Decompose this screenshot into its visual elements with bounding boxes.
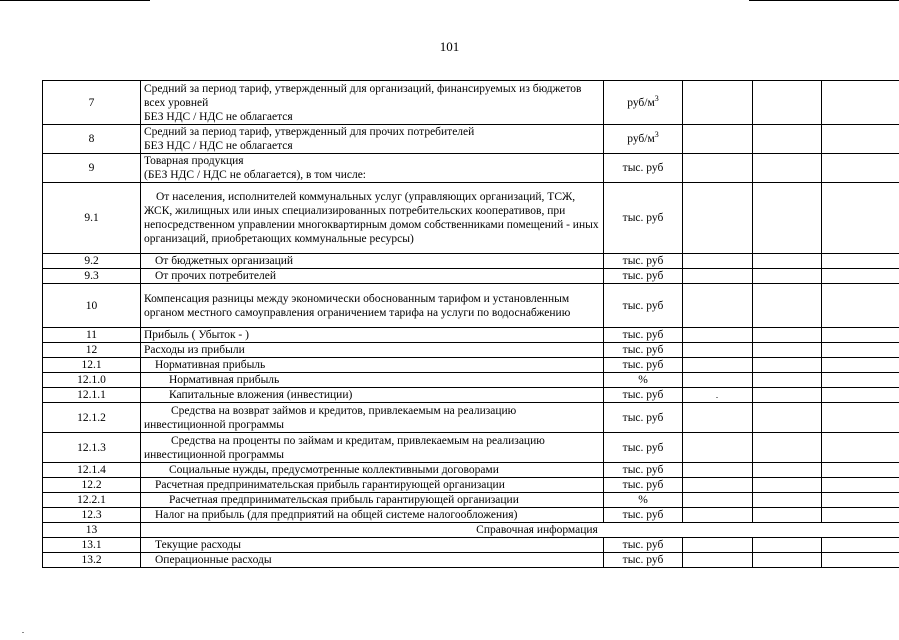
unit-base: руб/м xyxy=(627,133,655,145)
row-unit: тыс. руб xyxy=(604,403,683,433)
unit-exponent: 3 xyxy=(654,93,659,103)
value-cell xyxy=(822,343,899,358)
value-cell xyxy=(753,125,822,154)
table-row xyxy=(43,125,899,154)
row-name: Средства на возврат займов и кредитов, привлекаемым на реализацию инвестиционной программы xyxy=(141,403,604,433)
value-cell xyxy=(822,125,899,154)
row-unit: тыс. руб xyxy=(604,478,683,493)
value-cell xyxy=(753,433,822,463)
row-number: 12.1.2 xyxy=(43,403,141,433)
row-name: От населения, исполнителей коммунальных услуг (управляющих организаций, ТСЖ, ЖСК, жилищных или иных специализированных потребительских кооперативов, при непосредственном управлении многоквартирным домом собственниками помещений - иных организаций, приобретающих коммунальные ресурсы) xyxy=(141,183,604,254)
value-cell xyxy=(822,254,899,269)
row-name: Средний за период тариф, утвержденный для прочих потребителей БЕЗ НДС / НДС не облагается xyxy=(141,125,604,154)
row-number: 12.2.1 xyxy=(43,493,141,508)
row-number: 13 xyxy=(43,523,141,538)
page-number: 101 xyxy=(439,39,460,54)
value-cell xyxy=(753,254,822,269)
value-cell xyxy=(683,269,753,284)
table-row xyxy=(43,553,899,568)
row-unit: тыс. руб xyxy=(604,154,683,183)
value-cell xyxy=(822,403,899,433)
row-name: Средний за период тариф, утвержденный для организаций, финансируемых из бюджетов всех уровней БЕЗ НДС / НДС не облагается xyxy=(141,81,604,125)
row-unit xyxy=(604,81,683,125)
row-number: 9 xyxy=(43,154,141,183)
row-name: Прибыль ( Убыток - ) xyxy=(141,328,604,343)
row-unit: тыс. руб xyxy=(604,358,683,373)
scan-speck xyxy=(22,632,24,633)
row-name: Нормативная прибыль xyxy=(141,358,604,373)
value-cell xyxy=(753,463,822,478)
row-number: 11 xyxy=(43,328,141,343)
table-row xyxy=(43,154,899,183)
row-name: Компенсация разницы между экономически обоснованным тарифом и установленным органом местного самоуправления ограничением тарифа на услуги по водоснабжению xyxy=(141,284,604,328)
table-row xyxy=(43,538,899,553)
row-unit: тыс. руб xyxy=(604,328,683,343)
row-name: Средства на проценты по займам и кредитам, привлекаемым на реализацию инвестиционной программы xyxy=(141,433,604,463)
row-name: Нормативная прибыль xyxy=(141,373,604,388)
row-unit: тыс. руб xyxy=(604,388,683,403)
value-cell xyxy=(753,493,822,508)
value-cell xyxy=(822,508,899,523)
value-cell xyxy=(683,478,753,493)
value-cell xyxy=(822,478,899,493)
row-number: 12.1.0 xyxy=(43,373,141,388)
value-cell xyxy=(683,183,753,254)
row-name: Расчетная предпринимательская прибыль гарантирующей организации xyxy=(141,493,604,508)
value-cell xyxy=(822,284,899,328)
row-unit: % xyxy=(604,493,683,508)
value-cell xyxy=(683,343,753,358)
value-cell xyxy=(753,269,822,284)
value-cell xyxy=(683,463,753,478)
value-cell xyxy=(753,154,822,183)
value-cell xyxy=(822,388,899,403)
row-number: 12.1.1 xyxy=(43,388,141,403)
value-cell xyxy=(753,388,822,403)
table-row xyxy=(43,388,899,403)
table-row xyxy=(43,493,899,508)
value-cell xyxy=(753,284,822,328)
value-cell xyxy=(822,463,899,478)
row-number: 9.1 xyxy=(43,183,141,254)
table-row xyxy=(43,183,899,254)
row-number: 12.1 xyxy=(43,358,141,373)
value-cell xyxy=(683,254,753,269)
row-number: 12.1.4 xyxy=(43,463,141,478)
value-cell xyxy=(683,388,753,403)
value-cell xyxy=(683,553,753,568)
row-unit: тыс. руб xyxy=(604,508,683,523)
row-number: 9.2 xyxy=(43,254,141,269)
row-name: Расчетная предпринимательская прибыль гарантирующей организации xyxy=(141,478,604,493)
value-cell xyxy=(822,81,899,125)
value-cell xyxy=(753,358,822,373)
value-cell xyxy=(683,403,753,433)
unit-exponent: 3 xyxy=(654,130,659,140)
row-number: 10 xyxy=(43,284,141,328)
table-row xyxy=(43,254,899,269)
value-cell xyxy=(753,343,822,358)
value-cell xyxy=(753,553,822,568)
value-cell xyxy=(683,154,753,183)
row-name: От бюджетных организаций xyxy=(141,254,604,269)
value-cell xyxy=(822,269,899,284)
unit-base: руб/м xyxy=(627,96,655,109)
table-row xyxy=(43,508,899,523)
value-cell xyxy=(753,81,822,125)
scan-speck xyxy=(716,397,718,398)
row-number: 13.2 xyxy=(43,553,141,568)
table-row xyxy=(43,523,899,538)
row-name: Текущие расходы xyxy=(141,538,604,553)
row-number: 13.1 xyxy=(43,538,141,553)
top-edge-line xyxy=(0,0,150,1)
row-name: Справочная информация xyxy=(141,523,899,538)
value-cell xyxy=(822,373,899,388)
row-unit: тыс. руб xyxy=(604,433,683,463)
value-cell xyxy=(683,81,753,125)
table-row xyxy=(43,478,899,493)
row-unit: тыс. руб xyxy=(604,269,683,284)
value-cell xyxy=(683,328,753,343)
row-number: 8 xyxy=(43,125,141,154)
value-cell xyxy=(753,328,822,343)
report-table xyxy=(42,80,899,568)
row-unit xyxy=(604,125,683,154)
top-edge-line xyxy=(749,0,899,1)
row-number: 9.3 xyxy=(43,269,141,284)
value-cell xyxy=(822,328,899,343)
value-cell xyxy=(683,125,753,154)
value-cell xyxy=(683,538,753,553)
row-name: От прочих потребителей xyxy=(141,269,604,284)
row-name: Операционные расходы xyxy=(141,553,604,568)
value-cell xyxy=(822,183,899,254)
table-row xyxy=(43,284,899,328)
table-row xyxy=(43,433,899,463)
table-row xyxy=(43,81,899,125)
row-name: Товарная продукция (БЕЗ НДС / НДС не облагается), в том числе: xyxy=(141,154,604,183)
row-name: Капитальные вложения (инвестиции) xyxy=(141,388,604,403)
value-cell xyxy=(822,433,899,463)
value-cell xyxy=(753,183,822,254)
row-unit: тыс. руб xyxy=(604,538,683,553)
row-number: 12.3 xyxy=(43,508,141,523)
value-cell xyxy=(822,154,899,183)
value-cell xyxy=(753,508,822,523)
row-unit: % xyxy=(604,373,683,388)
value-cell xyxy=(683,358,753,373)
row-unit: тыс. руб xyxy=(604,284,683,328)
row-name: Расходы из прибыли xyxy=(141,343,604,358)
row-unit: тыс. руб xyxy=(604,553,683,568)
value-cell xyxy=(822,553,899,568)
value-cell xyxy=(753,478,822,493)
table-row xyxy=(43,343,899,358)
row-name: Социальные нужды, предусмотренные коллективными договорами xyxy=(141,463,604,478)
table-row xyxy=(43,403,899,433)
row-unit: тыс. руб xyxy=(604,343,683,358)
row-unit: тыс. руб xyxy=(604,183,683,254)
value-cell xyxy=(822,358,899,373)
value-cell xyxy=(822,493,899,508)
value-cell xyxy=(753,373,822,388)
table-row xyxy=(43,373,899,388)
value-cell xyxy=(683,284,753,328)
table-row xyxy=(43,328,899,343)
value-cell xyxy=(822,538,899,553)
row-number: 12 xyxy=(43,343,141,358)
value-cell xyxy=(683,508,753,523)
value-cell xyxy=(753,403,822,433)
row-number: 7 xyxy=(43,81,141,125)
value-cell xyxy=(753,538,822,553)
value-cell xyxy=(683,373,753,388)
value-cell xyxy=(683,493,753,508)
row-unit: тыс. руб xyxy=(604,463,683,478)
value-cell xyxy=(683,433,753,463)
row-number: 12.1.3 xyxy=(43,433,141,463)
table-row xyxy=(43,358,899,373)
row-unit: тыс. руб xyxy=(604,254,683,269)
table-row xyxy=(43,463,899,478)
row-name: Налог на прибыль (для предприятий на общей системе налогообложения) xyxy=(141,508,604,523)
table-row xyxy=(43,269,899,284)
row-number: 12.2 xyxy=(43,478,141,493)
